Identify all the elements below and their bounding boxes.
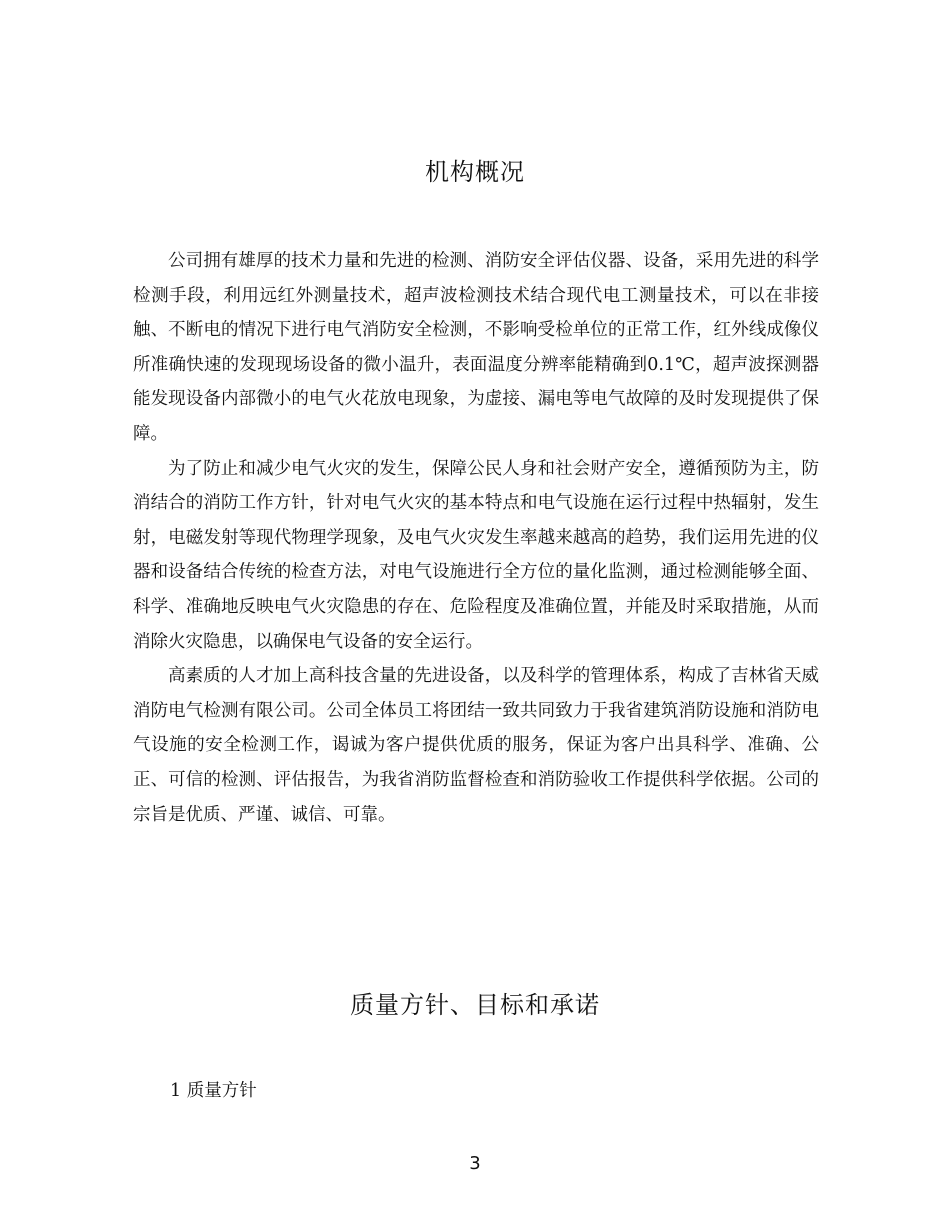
section-title-quality-policy: 质量方针、目标和承诺 xyxy=(350,991,600,1019)
paragraph-2: 为了防止和减少电气火灾的发生，保障公民人身和社会财产安全，遵循预防为主，防消结合的消防工作方针，针对电气火灾的基本特点和电气设施在运行过程中热辐射，发生射，电磁发射等现代物理学现象，及电气火灾发生率越来越高的趋势，我们运用先进的仪器和设备结合传统的检查方法，对电气设施进行全方位的量化监测，通过检测能够全面、科学、准确地反映电气火灾隐患的存在、危险程度及准确位置，并能及时采取措施，从而消除火灾隐患，以确保电气设备的安全运行。 xyxy=(133,458,819,652)
page-number: 3 xyxy=(469,1153,481,1174)
subheading-quality-policy: 1 质量方针 xyxy=(170,1081,257,1101)
section-body xyxy=(133,244,819,832)
section-title-organization-overview: 机构概况 xyxy=(425,158,525,186)
paragraph-3: 高素质的人才加上高科技含量的先进设备，以及科学的管理体系，构成了吉林省天威消防电气检测有限公司。公司全体员工将团结一致共同致力于我省建筑消防设施和消防电气设施的安全检测工作，谒诚为客户提供优质的服务，保证为客户出具科学、准确、公正、可信的检测、评估报告，为我省消防监督检查和消防验收工作提供科学依据。公司的宗旨是优质、严谨、诚信、可靠。 xyxy=(133,666,819,825)
paragraph-1: 公司拥有雄厚的技术力量和先进的检测、消防安全评估仪器、设备，采用先进的科学检测手段，利用远红外测量技术，超声波检测技术结合现代电工测量技术，可以在非接触、不断电的情况下进行电气消防安全检测，不影响受检单位的正常工作，红外线成像仪所准确快速的发现现场设备的微小温升，表面温度分辨率能精确到0.1℃，超声波探测器能发现设备内部微小的电气火花放电现象，为虚接、漏电等电气故障的及时发现提供了保障。 xyxy=(133,251,819,444)
